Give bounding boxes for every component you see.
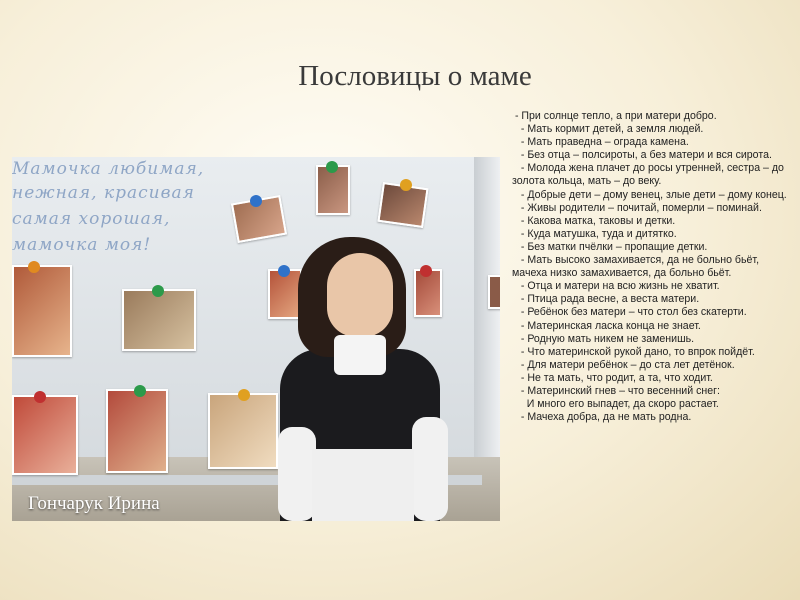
pin-icon — [134, 385, 146, 397]
class-photo — [12, 157, 500, 521]
proverb-item: - Материнская ласка конца не знает. — [512, 319, 701, 332]
pin-icon — [326, 161, 338, 173]
proverb-item: - Мать праведна – ограда камена. — [512, 136, 689, 149]
proverb-item: - Мачеха добра, да не мать родна. — [512, 411, 692, 424]
girl-figure — [327, 253, 393, 337]
photo-print — [12, 395, 78, 475]
proverb-item: - Мать кормит детей, а земля людей. — [512, 123, 704, 136]
photo-print — [122, 289, 196, 351]
proverb-item: - Живы родители – почитай, померли – поминай. — [512, 201, 762, 214]
pin-icon — [238, 389, 250, 401]
proverb-item: - Куда матушка, туда и дитятко. — [512, 227, 677, 240]
board-text-line: самая хорошая, — [12, 209, 171, 229]
proverb-item: - Добрые дети – дому венец, злые дети – дому конец. — [512, 188, 787, 201]
board-text-line: нежная, красивая — [12, 183, 195, 203]
board-text-line: Мамочка любимая, — [12, 159, 205, 179]
photo-print — [208, 393, 278, 469]
proverb-item: - Материнский гнев – что весенний снег: И много его выпадет, да скоро растает. — [520, 384, 720, 411]
proverb-item: - Что материнской рукой дано, то впрок пойдёт. — [512, 345, 755, 358]
pin-icon — [28, 261, 40, 273]
pin-icon — [152, 285, 164, 297]
proverb-item: - Мать высоко замахивается, да не больно бьёт, мачеха низко замахивается, да больно бьёт. — [512, 254, 762, 280]
photo-print — [106, 389, 168, 473]
pin-icon — [278, 265, 290, 277]
girl-figure — [278, 427, 316, 521]
proverb-item: - Для матери ребёнок – до ста лет детёнок. — [512, 358, 735, 371]
proverbs-list — [512, 110, 790, 424]
proverb-item: - Какова матка, таковы и детки. — [512, 214, 676, 227]
board-text-line: мамочка моя! — [12, 235, 152, 255]
proverb-item: - Ребёнок без матери – что стол без скатерти. — [512, 306, 747, 319]
pin-icon — [250, 195, 262, 207]
slide-title: Пословицы о маме — [298, 60, 532, 92]
pin-icon — [420, 265, 432, 277]
photo-print — [12, 265, 72, 357]
proverb-item: - Птица рада весне, а веста матери. — [512, 293, 700, 306]
photo-caption: Гончарук Ирина — [28, 493, 160, 514]
pin-icon — [400, 179, 412, 191]
proverb-item: - Родную мать никем не заменишь. — [512, 332, 695, 345]
proverb-item: - Молода жена плачет до росы утренней, сестра – до золота кольца, мать – до веку. — [512, 162, 787, 188]
photo-print — [488, 275, 500, 309]
girl-figure — [312, 449, 414, 521]
proverb-item: - Без матки пчёлки – пропащие детки. — [512, 240, 708, 253]
girl-figure — [412, 417, 448, 521]
proverb-item: - Не та мать, что родит, а та, что ходит. — [512, 371, 713, 384]
proverb-item: - Отца и матери на всю жизнь не хватит. — [512, 280, 720, 293]
pin-icon — [34, 391, 46, 403]
proverb-item: - При солнце тепло, а при матери добро. — [512, 110, 717, 122]
proverb-item: - Без отца – полсироты, а без матери и вся сирота. — [512, 149, 772, 162]
girl-figure — [334, 335, 386, 375]
